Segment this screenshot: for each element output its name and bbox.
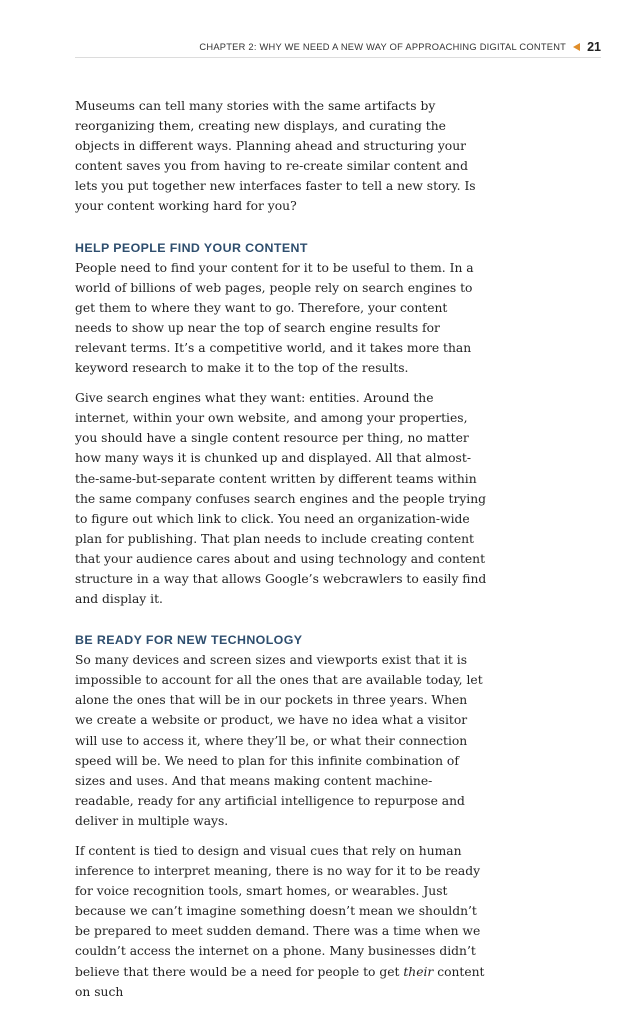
running-header (199, 40, 601, 54)
section-heading-find-content: HELP PEOPLE FIND YOUR CONTENT (75, 240, 308, 255)
chapter-title: CHAPTER 2: WHY WE NEED A NEW WAY OF APPROACHING DIGITAL CONTENT (199, 42, 567, 52)
section-spacer (75, 227, 487, 238)
page-number: 21 (587, 40, 601, 54)
text-run: content on such (75, 964, 485, 999)
body-paragraph: So many devices and screen sizes and viewports exist that it is impossible to account for all the ones that are available today, let alone the ones that will be in our pockets in three years. When we create a website or product, we have no idea what a visitor will use to access it, where they’ll be, or what their connection speed will be. We need to plan for this infinite combination of sizes and uses. And that means making content machine-readable, ready for any artificial intelligence to repurpose and deliver in multiple ways. (75, 653, 483, 828)
body-paragraph: People need to find your content for it to be useful to them. In a world of billions of web pages, people rely on search engines to get them to where they want to go. Therefore, your content needs to show up near the top of search engine results for relevant terms. It’s a competitive world, and it takes more than keyword research to make it to the top of the results. (75, 260, 474, 376)
page-body (75, 96, 487, 1012)
body-paragraph (75, 841, 487, 1002)
body-paragraph: Give search engines what they want: entities. Around the internet, within your own website, and among your properties, you should have a single content resource per thing, no matter how many ways it is chunked up and displayed. All that almost-the-same-but-separate content written by different teams within the same company confuses search engines and the people trying to figure out which link to click. You need an organization-wide plan for publishing. That plan needs to include creating content that your audience cares about and using technology and content structure in a way that allows Google’s webcrawlers to easily find and display it. (75, 391, 487, 607)
section-heading-new-technology: BE READY FOR NEW TECHNOLOGY (75, 633, 303, 648)
section-spacer (75, 619, 487, 630)
triangle-left-icon (573, 43, 580, 51)
emphasis-text: their (403, 964, 434, 979)
text-run: If content is tied to design and visual cues that rely on human inference to interpret meaning, there is no way for it to be ready for voice recognition tools, smart homes, or wearables. Just because we can’t imagine something doesn’t mean we shouldn’t be prepared to meet sudden demand. There was a time when we couldn’t access the internet on a phone. Many businesses didn’t believe that there would be a need for people to get (75, 844, 481, 979)
intro-paragraph: Museums can tell many stories with the same artifacts by reorganizing them, creating new displays, and curating the objects in different ways. Planning ahead and structuring your content saves you from having to re-create similar content and lets you put together new interfaces faster to tell a new story. Is your content working hard for you? (75, 99, 476, 214)
header-divider (75, 57, 601, 58)
